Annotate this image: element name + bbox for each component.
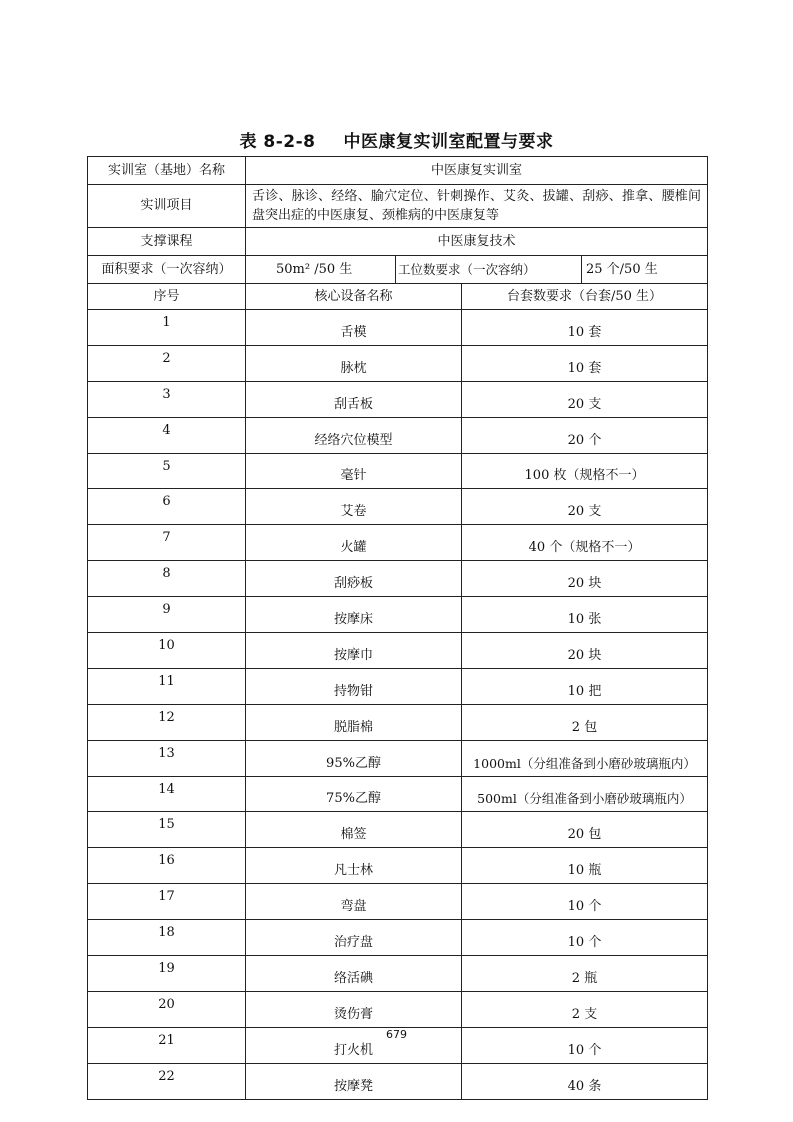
equipment-name: 络活碘 (246, 956, 462, 992)
equipment-quantity: 20 个 (462, 417, 708, 453)
table-row (88, 417, 708, 453)
table-row (88, 633, 708, 669)
equipment-quantity: 2 瓶 (462, 956, 708, 992)
course-row (88, 228, 708, 256)
row-number: 11 (88, 668, 246, 704)
row-number: 12 (88, 704, 246, 740)
equipment-name: 火罐 (246, 525, 462, 561)
area-row (88, 256, 708, 284)
room-row (88, 157, 708, 185)
equipment-name: 舌模 (246, 310, 462, 346)
row-number: 5 (88, 453, 246, 489)
row-number: 18 (88, 920, 246, 956)
equipment-quantity: 10 把 (462, 668, 708, 704)
workstation-value: 25 个/50 生 (582, 256, 708, 284)
equipment-quantity: 10 个 (462, 884, 708, 920)
equipment-name: 治疗盘 (246, 920, 462, 956)
table-row (88, 453, 708, 489)
equipment-name: 打火机 (246, 1027, 462, 1063)
equipment-quantity: 10 瓶 (462, 848, 708, 884)
table-row (88, 848, 708, 884)
row-number: 21 (88, 1027, 246, 1063)
table-row (88, 956, 708, 992)
row-number: 17 (88, 884, 246, 920)
room-value: 中医康复实训室 (246, 157, 708, 185)
equipment-name: 脉枕 (246, 345, 462, 381)
header-name: 核心设备名称 (246, 284, 462, 310)
row-number: 4 (88, 417, 246, 453)
equipment-quantity: 20 块 (462, 561, 708, 597)
equipment-quantity: 2 包 (462, 704, 708, 740)
equipment-name: 持物钳 (246, 668, 462, 704)
projects-label: 实训项目 (88, 185, 246, 228)
equipment-quantity: 10 个 (462, 1027, 708, 1063)
course-label: 支撑课程 (88, 228, 246, 256)
row-number: 2 (88, 345, 246, 381)
table-row (88, 597, 708, 633)
equipment-name: 凡士林 (246, 848, 462, 884)
table-title (0, 127, 793, 152)
workstation-label: 工位数要求（一次容纳） (396, 256, 582, 284)
equipment-name: 按摩凳 (246, 1063, 462, 1099)
equipment-quantity: 100 枚（规格不一） (462, 453, 708, 489)
equipment-name: 75%乙醇 (246, 776, 462, 812)
row-number: 3 (88, 381, 246, 417)
table-row (88, 776, 708, 812)
table-row (88, 740, 708, 776)
equipment-quantity: 10 个 (462, 920, 708, 956)
area-value: 50m² /50 生 (246, 256, 396, 284)
equipment-name: 烫伤膏 (246, 991, 462, 1027)
row-number: 22 (88, 1063, 246, 1099)
table-row (88, 920, 708, 956)
table-row (88, 489, 708, 525)
table-row (88, 561, 708, 597)
equipment-name: 95%乙醇 (246, 740, 462, 776)
page-number: 679 (386, 1028, 407, 1041)
row-number: 8 (88, 561, 246, 597)
equipment-name: 刮舌板 (246, 381, 462, 417)
row-number: 6 (88, 489, 246, 525)
row-number: 20 (88, 991, 246, 1027)
row-number: 7 (88, 525, 246, 561)
table-row (88, 345, 708, 381)
equipment-quantity: 20 包 (462, 812, 708, 848)
equipment-quantity: 500ml（分组准备到小磨砂玻璃瓶内） (462, 776, 708, 812)
equipment-name: 毫针 (246, 453, 462, 489)
equipment-quantity: 20 支 (462, 489, 708, 525)
equipment-quantity: 40 个（规格不一） (462, 525, 708, 561)
config-table (87, 156, 708, 1100)
table-row (88, 991, 708, 1027)
table-row (88, 381, 708, 417)
room-label: 实训室（基地）名称 (88, 157, 246, 185)
equipment-name: 按摩床 (246, 597, 462, 633)
equipment-quantity: 1000ml（分组准备到小磨砂玻璃瓶内） (462, 740, 708, 776)
equipment-name: 按摩巾 (246, 633, 462, 669)
row-number: 13 (88, 740, 246, 776)
table-number: 表 8-2-8 (239, 132, 316, 152)
equipment-name: 脱脂棉 (246, 704, 462, 740)
table-row (88, 812, 708, 848)
equipment-quantity: 10 套 (462, 345, 708, 381)
table-row (88, 704, 708, 740)
row-number: 15 (88, 812, 246, 848)
equipment-header-row (88, 284, 708, 310)
table-row (88, 1063, 708, 1099)
equipment-quantity: 20 块 (462, 633, 708, 669)
equipment-quantity: 40 条 (462, 1063, 708, 1099)
equipment-name: 艾卷 (246, 489, 462, 525)
row-number: 19 (88, 956, 246, 992)
equipment-quantity: 10 张 (462, 597, 708, 633)
row-number: 10 (88, 633, 246, 669)
equipment-name: 经络穴位模型 (246, 417, 462, 453)
table-name: 中医康复实训室配置与要求 (343, 132, 554, 152)
area-label: 面积要求（一次容纳） (88, 256, 246, 284)
row-number: 9 (88, 597, 246, 633)
equipment-name: 棉签 (246, 812, 462, 848)
table-row (88, 310, 708, 346)
equipment-quantity: 10 套 (462, 310, 708, 346)
row-number: 14 (88, 776, 246, 812)
equipment-name: 弯盘 (246, 884, 462, 920)
row-number: 1 (88, 310, 246, 346)
header-no: 序号 (88, 284, 246, 310)
course-value: 中医康复技术 (246, 228, 708, 256)
equipment-quantity: 20 支 (462, 381, 708, 417)
table-row (88, 525, 708, 561)
table-row (88, 668, 708, 704)
row-number: 16 (88, 848, 246, 884)
header-qty: 台套数要求（台套/50 生） (462, 284, 708, 310)
table-row (88, 884, 708, 920)
projects-row (88, 185, 708, 228)
equipment-name: 刮痧板 (246, 561, 462, 597)
projects-value: 舌诊、脉诊、经络、腧穴定位、针刺操作、艾灸、拔罐、刮痧、推拿、腰椎间盘突出症的中医康复、颈椎病的中医康复等 (246, 185, 708, 228)
equipment-quantity: 2 支 (462, 991, 708, 1027)
